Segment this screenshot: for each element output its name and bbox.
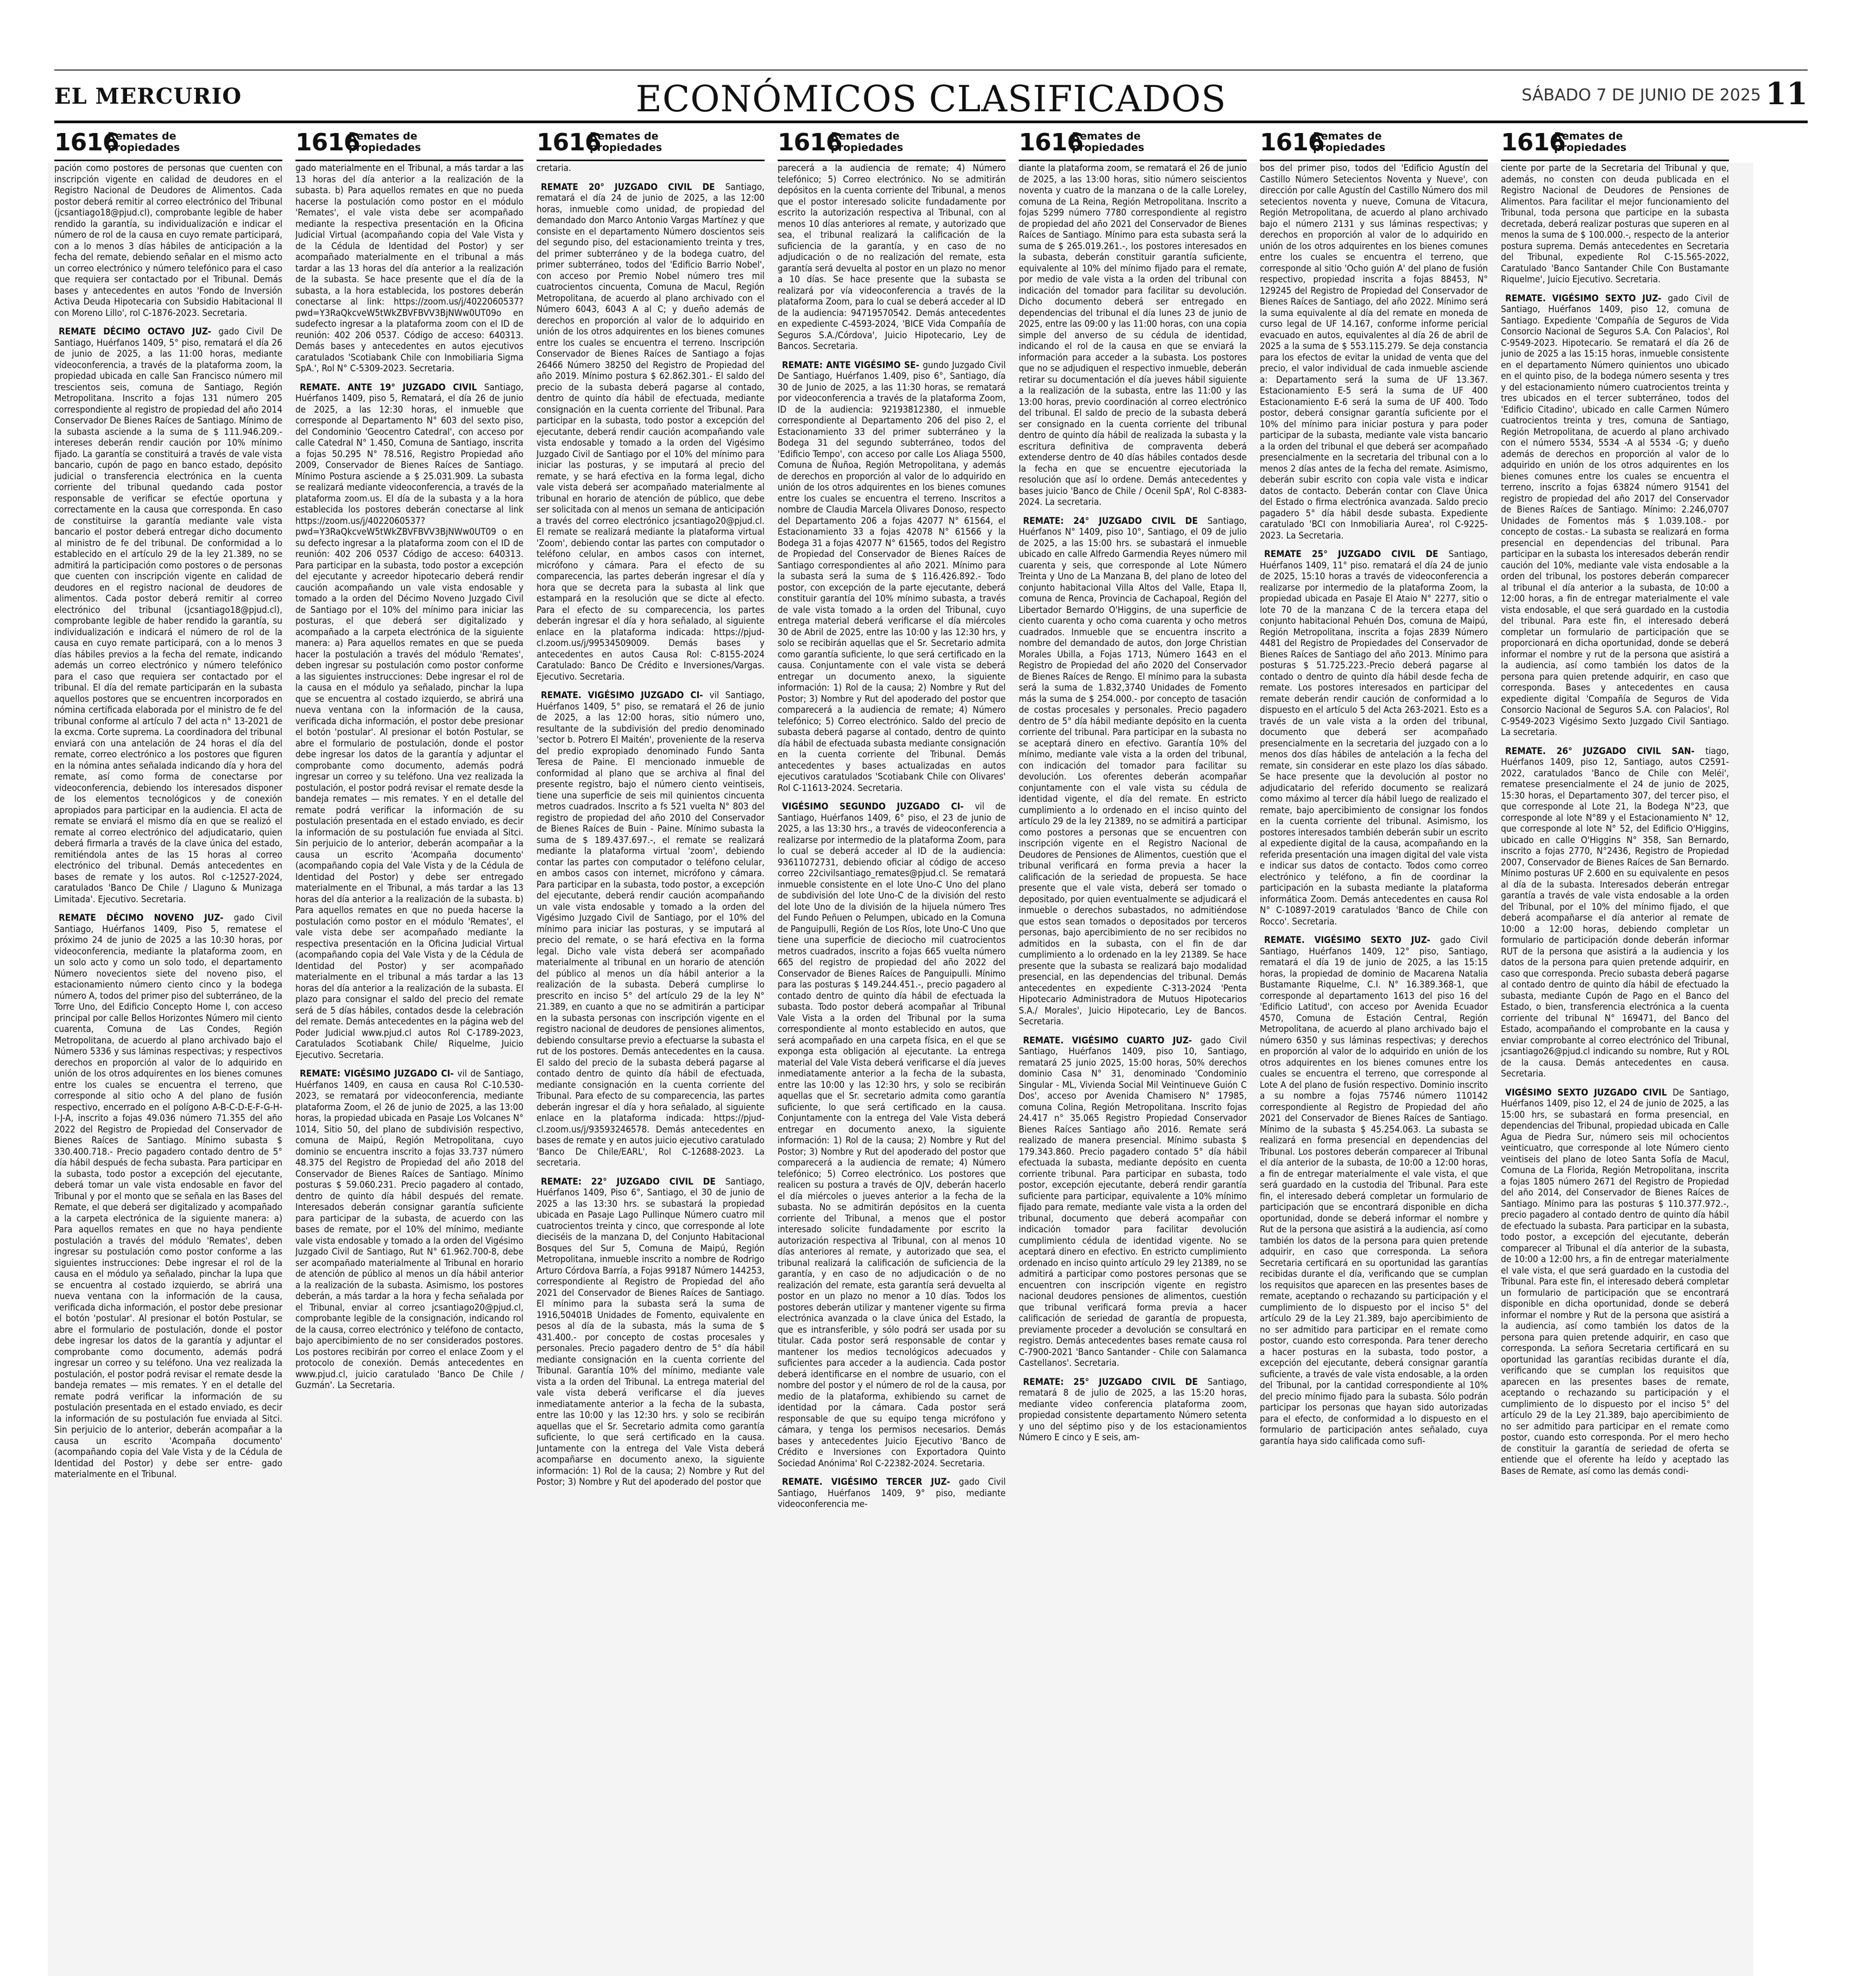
classified-ad — [778, 801, 1006, 1469]
ad-heading: REMATE. VIGÉSIMO TERCER JUZ- — [782, 1477, 959, 1487]
classified-column — [778, 163, 1006, 1976]
category-code: 1616 — [1019, 129, 1083, 156]
ad-body: gado Civil de Santiago, Huérfanos 1409, piso 12, comuna de Santiago. Expediente 'Compañía de Seguros de Vida Consorcio Nacional de Seguros S.A. Con Palacios', Rol C-9549-2023. Hipotecario. Se rematará el día 26 de junio de 2025 a las 15:15 horas, inmueble consistente en el departamento Número quinientos uno ubicado en el quinto piso, de la bodega número sesenta y tres y del estacionamiento número cuatrocientos treinta y tres ubicados en el tercer subterráneo, todos del 'Edificio Citadino', ubicado en calle Carmen Número cuatrocientos treinta y tres, comuna de Santiago, Región Metropolitana, de acuerdo al plano archivado con el número 5534, 5534 -A al 5534 -G; y dueño además de derechos en proporción al valor de lo adquirido en unión de los otros adquirentes en los bienes comunes entre los cuales se encuentra el terreno, inscrito a fojas 63824 número 91541 del registro de propiedad del año 2017 del Conservador de Bienes Raíces de Santiago. Mínimo: 2.246,0707 Unidades de Fomentos más $ 1.039.108.- por concepto de costas.- La subasta se realizará en forma presencial en dependencias del tribunal. Para participar en la subasta los interesados deberán rendir caución del 10%, mediante vale vista endosable a la orden del tribunal, los postores deberán comparecer al tribunal el día anterior a la subasta, de 10:00 a 12:00 horas, a fin de entregar materialmente el vale vista endosable, el que será guardado en la custodia del tribunal. Para este fin, el interesado deberá completar un formulario de participación que se proporcionará en dicha oportunidad, donde se deberá informar el nombre y rut de la persona que asistirá a la audiencia, así como también los datos de la persona para quien pretende adquirir, en caso que corresponda. Bases y antecedentes en causa expediente digital 'Compañía de Seguros de Vida Consorcio Nacional de Seguros S.A. con Palacios', Rol C-9549-2023 Vigésimo Sexto Juzgado Civil Santiago. La secretaria. — [1501, 293, 1729, 738]
ad-body: Santiago, Huérfanos 1409, 11° piso. rematará el día 24 de junio de 2025, 15:10 horas a través de videoconferencia a realizarse por intermedio de la plataforma Zoom, la propiedad ubicada en Pasaje El Ataio N° 2277, sitio o lote 70 de la manzana C de la tercera etapa del conjunto habitacional Pehuén Dos, comuna de Maipú, Región Metropolitana, inscrita a fojas 2839 Número 4481 del Registro de Propiedades del Conservador de Bienes Raíces de Santiago del año 2013. Mínimo para posturas $ 51.725.223.-Precio deberá pagarse al contado o dentro de quinto día hábil desde fecha de remate. Los postores interesados en participar del remate deberán rendir caución de conformidad a lo dispuesto en el artículo 5 del Acta 263-2021. Esto es a través de un vale vista a la orden del tribunal, documento que deberá ser acompañado presencialmente en la secretaria del juzgado con a lo menos dos días hábiles de antelación a la fecha del remate, sin considerar en este plazo los días sábado. Se hace presente que la devolución al postor no adjudicatario del referido documento se realizará como máximo al tercer día hábil luego de realizado el remate, bajo apercibimiento de consignar los fondos en la cuenta corriente del tribunal. Asimismo, los postores interesados también deberán subir un escrito al expediente digital de la causa, acompañando en la referida presentación una imagen digital del vale vista e indicar sus datos de contacto. Todos como correo electrónico y teléfono, a fin de coordinar la participación en la subasta mediante la plataforma informática Zoom. Demás antecedentes en causa Rol N° C-10897-2019 caratulados 'Banco de Chile con Rocco'. Secretaria. — [1260, 549, 1488, 927]
column-header — [1019, 128, 1247, 161]
masthead-rule — [54, 121, 1808, 123]
column-header — [1501, 128, 1729, 161]
classified-ad — [1260, 549, 1488, 927]
category-label: Remates de propiedades — [1554, 130, 1627, 154]
top-rule — [54, 69, 1808, 71]
section-title: ECONÓMICOS CLASIFICADOS — [635, 78, 1227, 120]
ad-body: pación como postores de personas que cuenten con inscripción vigente en calidad de deudores en el Registro Nacional de Deudores de Alimentos. Cada postor deberá remitir al correo electrónico del Tribunal (jcsantiago18@pjud.cl), comprobante legible de haber rendido la garantía, su individualización e indicar el número de rol de la causa en cuyo remate participará, con a lo menos 3 días hábiles de anticipación a la fecha del remate, debiendo señalar en el mismo acto un correo electrónico y número telefónico para el caso que requiera ser contactado por el Tribunal. Demás bases y antecedentes en autos 'Fondo de Inversión Activa Deuda Hipotecaria con Subsidio Habitacional II con Moreno Lillo', rol C-1876-2023. Secretaria. — [54, 163, 282, 319]
column-header — [1260, 128, 1488, 161]
ad-body: Santiago, rematará 8 de julio de 2025, a las 15:20 horas, mediante video conferencia plataforma zoom, propiedad consistente departamento Número setenta y uno del séptimo piso y de los estacionamientos Número E cinco y E seis, am- — [1019, 1376, 1247, 1443]
column-header — [778, 128, 1006, 161]
ad-body: ciente por parte de la Secretaria del Tribunal y que, además, no consten con deuda publicada en el Registro Nacional de Deudores de Pensiones de Alimentos. Para facilitar el mejor funcionamiento del Tribunal, toda persona que participe en la subasta decretada, deberá realizar posturas que superen en al menos la suma de $ 100.000.-, respecto de la anterior postura suprema. Demás antecedentes en Secretaria del Tribunal, expediente Rol C-15.565-2022, Caratulado 'Banco Santander Chile Con Bustamante Riquelme', Juicio Ejecutivo. Secretaria. — [1501, 163, 1729, 285]
header-rule — [1501, 160, 1729, 161]
classified-ad — [536, 1176, 765, 1488]
classified-ad — [1501, 293, 1729, 738]
classified-ad — [54, 913, 282, 1480]
ad-body: Santiago, Huérfanos 1409, piso 5, Rematará, el día 26 de junio de 2025, a las 12:30 horas, el inmueble que corresponde al Departamento N° 603 del sexto piso, del Condominio 'Geocentro Catedral', con acceso por calle Catedral N° 1.450, Comuna de Santiago, inscrita a fojas 50.295 N° 78.516, Registro Propiedad año 2009, Conservador de Bienes Raíces de Santiago. Mínimo Postura asciende a $ 25.031.909. La subasta se realizará mediante videoconferencia, a través de la plataforma zoom.us. El día de la subasta y a la hora establecida los postores deberán conectarse al link https://zoom.us/j/4022060537? pwd=Y3RaQkcveW5tWkZBVFBVV3BjNWw0UT09 o en su defecto ingresar a la plataforma zoom con el ID de reunión: 402 206 0537 Código de acceso: 640313. Para participar en la subasta, todo postor a excepción del ejecutante y acreedor hipotecario deberá rendir caución acompañando un vale vista endosable y tomado a la orden del Décimo Noveno Juzgado Civil de Santiago por el 10% del mínimo para iniciar las posturas, el que deberá ser digitalizado y acompañado a la carpeta electrónica de la siguiente manera: a) Para aquellos remates en que se pueda hacer la postulación a través del módulo 'Remates', deben ingresar su postulación como postor conforme a las siguientes instrucciones: Debe ingresar el rol de la causa en el módulo ya señalado, pinchar la lupa que se encuentra al costado izquierdo, se abrirá una nueva ventana con la información de la causa, verificada dicha información, el postor debe presionar el botón 'postular'. Al presionar el botón Postular, se abre el formulario de postulación, donde el postor debe ingresar los datos de la garantía y adjuntar el comprobante como documento, además podrá ingresar un correo y su teléfono. Una vez realizada la postulación, el postor podrá revisar el remate desde la bandeja remates — mis remates. Y en el detalle del remate podrá verificar la información de su postulación presentada en el estado enviado, es decir la información de su postulación fue enviada al Sitci. Sin perjuicio de lo anterior, deberán acompañar a la causa un escrito 'Acompaña documento' (acompañando copia del Vale Vista y de la Cédula de Identidad del Postor) y debe ser entregado materialmente en el Tribunal, a más tardar a las 13 horas del día anterior a la realización de la subasta. b) Para aquellos remates en que no pueda hacerse la postulación como postor en el módulo 'Remates', el vale vista debe ser acompañado mediante la respectiva presentación en la Oficina Judicial Virtual (acompañando copia del Vale Vista y de la Cédula de Identidad del Postor) y ser acompañado materialmente en el tribunal a más tardar a las 13 horas del día anterior a la realización de la subasta. El plazo para consignar el saldo del precio del remate será de 5 días hábiles, contados desde la celebración del remate. Demás antecedentes en la página web del Poder Judicial www.pjud.cl autos Rol C-1789-2023, Caratulados Scotiabank Chile/ Riquelme, Juicio Ejecutivo. Secretaria. — [295, 382, 523, 1061]
classified-ad — [778, 163, 1006, 352]
classified-ad — [54, 326, 282, 905]
classified-column — [295, 163, 523, 1976]
column-header — [295, 128, 523, 161]
classified-ad — [1019, 1035, 1247, 1369]
ad-body: vil de Santiago, Huérfanos 1409, 6° piso, el 23 de junio de 2025, a las 13:30 hrs., a través de videoconferencia a realizarse por intermedio de la plataforma Zoom, para lo cual se deberá acceder al ID de la audiencia: 93611072731, debiendo oficiar al código de acceso correo 22civilsantiago_remates@pjud.cl. Se rematará inmueble consistente en el lote Uno-C Uno del plano de subdivisión del lote Uno-C de la división del resto del lote Uno de la división de la hijuela número Tres del Fundo Peñuen o Pelumpen, ubicado en la Comuna de Panguipulli, Región de Los Ríos, lote Uno-C Uno que tiene una superficie de dieciocho mil cuatrocientos metros cuadrados, inscrito a fojas 665 vuelta número 665 del registro de propiedad del año 2022 del Conservador de Bienes Raíces de Panguipulli. Mínimo para las posturas $ 149.244.451.-, precio pagadero al contado dentro de quinto día hábil de efectuada la subasta. Todo postor deberá acompañar al Tribunal Vale Vista a la orden del Tribunal por la suma correspondiente al monto establecido en autos, que será acompañado en una carpeta física, en el que se exponga esta obligación al ejecutante. La entrega material del Vale Vista deberá verificarse el día jueves inmediatamente anterior a la fecha de la subasta, entre las 10:00 y las 12:30 hrs, y solo se recibirán aquellas que el Sr. secretario admita como garantía suficiente, lo que será certificado en la causa. Conjuntamente con la entrega del Vale Vista deberá entregar en documento anexo, la siguiente información: 1) Rol de la causa; 2) Nombre y Rut del Postor; 3) Nombre y Rut del apoderado del postor que comparecerá a la audiencia de remate; 4) Número telefónico; 5) Correo electrónico. Los postores que realicen su postura a través de OJV, deberán hacerlo el día miércoles o jueves anterior a la fecha de la subasta. No se admitirán depósitos en la cuenta corriente del Tribunal, a menos que el postor interesado solicite fundadamente por escrito la autorización respectiva al Tribunal, con al menos 10 días anteriores al remate, y autorizado que sea, el tribunal realizará la calificación de suficiencia de la garantía, y en caso de no adjudicación o de no realización del remate, esta garantía será devuelta al postor en un plazo no menor a 10 días. Todos los postores deberán utilizar y mantener vigente su firma electrónica avanzada o la clave única del Estado, la que es intransferible, y sólo podrá ser usada por su titular. Cada postor será responsable de contar y mantener los medios tecnológicos adecuados y suficientes para acceder a la audiencia. Cada postor deberá identificarse en el nombre de usuario, con el nombre del postor y el número de rol de la causa, por medio de la plataforma, exhibiendo su carnet de identidad por la cámara. Cada postor será responsable de que su equipo tenga micrófono y cámara, y tenga los permisos necesarios. Demás bases y antecedentes Juicio Ejecutivo 'Banco de Crédito e Inversiones con Exportadora Quinto Sociedad Anónima' Rol C-22382-2024. Secretaria. — [778, 801, 1006, 1469]
category-label: Remates de propiedades — [831, 130, 904, 154]
ad-body: parecerá a la audiencia de remate; 4) Número telefónico; 5) Correo electrónico. No se admitirán depósitos en la cuenta corriente del Tribunal, a menos que el postor interesado solicite fundadamente por escrito la autorización respectiva al Tribunal, con al menos 10 días anteriores al remate, y autorizado que sea, el tribunal realizará la calificación de la suficiencia de la garantía, y en caso de no adjudicación o de no realización del remate, esta garantía será devuelta al postor en un plazo no menor a 10 días. Se hace presente que la subasta se realizará por vía videoconferencia a través de la plataforma Zoom, para lo cual se deberá acceder al ID de la audiencia: 94719570542. Demás antecedentes en expediente C-4593-2024, 'BICE Vida Compañía de Seguros S.A./Córdova', Juicio Hipotecario, Ley de Bancos. Secretaria. — [778, 163, 1006, 352]
ad-body: gado Civil Santiago, Huérfanos 1409, 9° piso, mediante videoconferencia me- — [778, 1477, 1006, 1510]
ad-heading: VIGÉSIMO SEXTO JUZGADO CIVIL — [1505, 1087, 1673, 1098]
classified-ad — [778, 1477, 1006, 1510]
classified-column — [1019, 163, 1247, 1976]
category-label: Remates de propiedades — [108, 130, 180, 154]
ad-body: bos del primer piso, todos del 'Edificio Agustín del Castillo Número Setecientos Noventa y Nueve', con dirección por calle Agustín del Castillo Número dos mil setecientos noventa y nueve, Comuna de Vitacura, Región Metropolitana, de acuerdo al plano archivado bajo el número 2131 y sus láminas respectivas; y derechos en proporción al valor de lo adquirido en unión de los otros adquirentes en los bienes comunes entre los cuales se encuentra el terreno, que corresponde al sitio 'Ocho guión A' del plano de fusión respectivo, propiedad inscrita a fojas 88453, N° 129245 del Registro de Propiedad del Conservador de Bienes Raíces de Santiago, del año 2022. Mínimo será la suma equivalente al día del remate en moneda de curso legal de UF 14.167, conforme informe pericial evacuado en autos, equivalentes al día 26 de abril de 2025 a la suma de $ 553.115.279. Se deja constancia para los efectos de evitar la unidad de venta que del precio, el valor individual de cada inmueble asciende a: Departamento será la suma de UF 13.367. Estacionamiento E-5 será la suma de UF 400 Estacionamiento E-6 será la suma de UF 400. Todo postor, deberá consignar garantía suficiente por el 10% del mínimo para iniciar postura y para poder participar de la subasta, mediante vale vista bancario a la orden del tribunal el que deberá ser acompañado presencialmente en la secretaria del tribunal con a lo menos 2 días antes de la fecha del remate. Asimismo, deberán subir escrito con copia vale vista e indicar datos de contacto. Deberán contar con Clave Única del Estado o firma electrónica avanzada. Saldo precio pagadero 5° día hábil desde subasta. Expediente caratulado 'BCI con Inmobiliaria Aurea', rol C-9225-2023. La Secretaria. — [1260, 163, 1488, 541]
ad-heading: VIGÉSIMO SEGUNDO JUZGADO CI- — [782, 801, 975, 812]
category-label: Remates de propiedades — [349, 130, 421, 154]
ad-body: De Santiago, Huérfanos 1409, piso 12, el 24 de junio de 2025, a las 15:00 hrs, se subastará en forma presencial, en dependencias del Tribunal, propiedad ubicada en Calle Agua de Piedra Sur, número seis mil ochocientos veinticuatro, que corresponde al lote Número ciento veintiseis del plano de loteo Santa Sofía de Macul, Comuna de La Florida, Región Metropolitana, inscrita a fojas 1805 número 2671 del Registro de Propiedad del año 2014, del Conservador de Bienes Raíces de Santiago. Mínimo para las posturas $ 110.377.972.-, precio pagadero al contado dentro de quinto día hábil de efectuado la subasta. Para participar en la subasta, todo postor, a excepción del ejecutante, deberán comparecer al Tribunal el día anterior de la subasta, de 10:00 a 12:00 hrs, a fin de entregar materialmente el vale vista, el que será guardado en la custodia del Tribunal. Para este fin, el interesado deberá completar un formulario de participación que se encontrará disponible en dicha oportunidad, donde se deberá informar el nombre y Rut de la persona que asistirá a la audiencia, así como también los datos de la persona para quien pretende adquirir, en caso que corresponda. La señora Secretaria certificará en su oportunidad las garantías recibidas durante el día, verificando que se cumplan los requisitos que aparecen en las presentes bases de remate, aceptando o rechazando su participación y el cumplimiento de lo dispuesto por el inciso 5° del artículo 29 de la Ley 21.389, bajo apercibimiento de no ser admitido para participar en el remate como postor, cuando esto corresponda. Por el mero hecho de constituir la garantía de seriedad de oferta se entiende que el oferente ha leído y aceptado las Bases de Remate, así como las demás condi- — [1501, 1087, 1729, 1477]
category-code: 1616 — [1501, 129, 1566, 156]
ad-body: cretaria. — [536, 163, 571, 174]
classified-ad — [295, 163, 523, 375]
ad-heading: REMATE. 26° JUZGADO CIVIL SAN- — [1505, 745, 1706, 757]
ad-heading: REMATE: 25° JUZGADO CIVIL DE — [1023, 1376, 1208, 1388]
classified-ad — [1019, 163, 1247, 508]
ad-body: gundo Juzgado Civil De Santiago, Huérfanos 1.409, piso 6°, Santiago, día 30 de Junio de 2025, a las 11:30 horas, se rematará por videoconferencia a través de la plataforma Zoom, ID de la audiencia: 92193812380, el inmueble correspondiente al Departamento 206 del piso 2, el Estacionamiento 33 del primer subterráneo y la Bodega 31 del segundo subterráneo, todos del 'Edificio Tempo', con acceso por calle Los Aliaga 5500, Comuna de Ñuñoa, Región Metropolitana, y además de derechos en proporción al valor de lo adquirido en unión de los otros adquirentes en los bienes comunes entre los cuales se encuentra el terreno. Inscritos a nombre de Claudia Marcela Olivares Donoso, respecto del Departamento 206 a fojas 42077 N° 61564, el Estacionamiento 33 a fojas 42078 N° 61566 y la Bodega 31 a fojas 42077 N° 61565, todos del Registro de Propiedad del Conservador de Bienes Raíces de Santiago correspondientes al año 2021. Mínimo para la subasta será la suma de $ 116.426.892.- Todo postor, con excepción de la parte ejecutante, deberá constituir garantía del 10% mínimo subasta, a través de vale vista tomado a la orden del Tribunal, cuyo entrega material deberá verificarse el día miércoles 30 de Abril de 2025, entre las 10:00 y las 12:30 hrs, y solo se recibirán aquellas que el Sr. Secretario admita como garantía suficiente, lo que será certificado en la causa. Conjuntamente con el vale vista se deberá entregar un documento anexo, la siguiente información: 1) Rol de la causa; 2) Nombre y Rut del Postor; 3) Nombre y Rut del apoderado del postor que comparecerá a la audiencia de remate; 4) Número telefónico; 5) Correo electrónico. Saldo del precio de subasta deberá pagarse al contado, dentro de quinto día hábil de efectuada subasta mediante consignación en la cuenta corriente del Tribunal. Demás antecedentes y bases actualizadas en autos ejecutivos caratulados 'Scotiabank Chile con Olivares' Rol C-11613-2024. Secretaria. — [778, 359, 1006, 794]
ad-heading: REMATE: ANTE VIGÉSIMO SE- — [782, 359, 923, 371]
header-rule — [1260, 160, 1488, 161]
ad-body: Santiago, Huérfanos 1409, Piso 6°, Santiago, el 30 de junio de 2025 a las 13:30 hrs. se subastará la propiedad ubicada en Pasaje Lago Pullinque Número cuatro mil cuatrocientos treinta y cinco, que corresponde al lote dieciséis de la manzana D, del Conjunto Habitacional Bosques del Sur 5, Comuna de Maipú, Región Metropolitana, inmueble inscrito a nombre de Rodrigo Arturo Córdova Barría, a Fojas 99187 Número 144253, correspondiente al Registro de Propiedad del año 2021 del Conservador de Bienes Raíces de Santiago. El mínimo para la subasta será la suma de 1916,50401B Unidades de Fomento, equivalente en pesos al día de la subasta, más la suma de $ 431.400.- por concepto de costas procesales y personales. Precio pagadero dentro de 5° día hábil mediante consignación en la cuenta corriente del Tribunal. Garantía 10% del mínimo, mediante vale vista a la orden del Tribunal. La entrega material del vale vista deberá verificarse el día jueves inmediatamente anterior a la fecha de la subasta, entre las 10:00 y las 12:30 hrs. y solo se recibirán aquellas que el Sr. Secretario admita como garantía suficiente, lo que será certificado en la causa. Juntamente con la entrega del Vale Vista deberá acompañarse en documento anexo, la siguiente información: 1) Rol de la causa; 2) Nombre y Rut del Postor; 3) Nombre y Rut del apoderado del postor que — [536, 1176, 765, 1487]
classified-ad — [1019, 516, 1247, 1028]
ad-heading: REMATE. ANTE 19° JUZGADO CIVIL — [300, 382, 484, 393]
category-code: 1616 — [1260, 129, 1324, 156]
ad-heading: REMATE 20° JUZGADO CIVIL DE — [541, 181, 725, 193]
classified-ad — [1019, 1377, 1247, 1443]
ad-heading: REMATE: VIGÉSIMO JUZGADO CI- — [300, 1068, 458, 1079]
ad-body: gado materialmente en el Tribunal, a más tardar a las 13 horas del día anterior a la realización de la subasta. b) Para aquellos remates en que no pueda hacerse la postulación como postor en el módulo 'Remates', el vale vista debe ser acompañado mediante la respectiva presentación en la Oficina Judicial Virtual (acompañando copia del Vale Vista y de la Cédula de Identidad del Postor) y ser acompañado materialmente en el tribunal a más tardar a las 13 horas del día anterior a la realización de la subasta. Se hace presente que el día de la subasta, a la hora establecida, los postores deberán conectarse al link: https://zoom.us/j/4022060537? pwd=Y3RaQkcveW5tWkZBVFBVV3BjNWw0UT09o en sudefecto ingresar a la plataforma zoom con el ID de reunión: 402 206 0537. Código de acceso: 640313. Demás bases y antecedentes en autos ejecutivos caratulados 'Scotiabank Chile con Inmobiliaria Sigma SpA.', Rol N° C-5309-2023. Secretaria. — [295, 163, 523, 374]
classified-ad — [295, 1068, 523, 1391]
column-headers — [54, 128, 1762, 161]
ad-heading: REMATE DÉCIMO NOVENO JUZ- — [59, 913, 234, 923]
ad-body: diante la plataforma zoom, se rematará el 26 de junio de 2025, a las 13:00 horas, sitio número seiscientos noventa y cuatro de la manzana o de la calle Loreley, comuna de La Reina, Región Metropolitana. Inscrito a fojas 5299 número 7780 correspondiente al registro de propiedad del año 2021 del Conservador de Bienes Raíces de Santiago. Mínimo para esta subasta será la suma de $ 265.019.261.-, los postores interesados en la subasta, deberán constituir garantía suficiente, equivalente al 10% del mínimo fijado para el remate, por medio de vale vista a la orden del tribunal con indicación del tomador para facilitar su devolución. Dicho documento deberá ser entregado en dependencias del tribunal el día lunes 23 de junio de 2025, entre las 09:00 y las 11:00 horas, con una copia simple del anverso de su cédula de identidad, indicando el rol de la causa en que se enviará la información para acceder a la subasta. Los postores que no se adjudiquen el respectivo inmueble, deberán retirar su documentación el día jueves hábil siguiente a la realización de la subasta, entre las 11:00 y las 13:00 horas, previo coordinación al correo electrónico del tribunal. El saldo de precio de la subasta deberá ser consignado en la cuenta corriente del tribunal dentro de quinto día hábil de realizada la subasta y la escritura definitiva de compraventa deberá extenderse dentro de 40 días hábiles contados desde la fecha en que se encuentre ejecutoriada la resolución que así lo ordene. Demás antecedentes y bases juicio 'Banco de Chile / Ocenil SpA', Rol C-8383-2024. La secretaria. — [1019, 163, 1247, 508]
ad-heading: REMATE 25° JUZGADO CIVIL DE — [1264, 549, 1449, 560]
classified-column — [54, 163, 282, 1976]
ad-body: Santiago, rematará el día 24 de junio de 2025, a las 12:00 horas, inmueble como unidad, de propiedad del demandado don Marco Antonio Vargas Martínez y que consiste en el departamento Número doscientos seis del segundo piso, del estacionamiento treinta y tres, del primer subterráneo y de la bodega cuatro, del primer subterráneo, todos del 'Edificio Barrio Nobel', con acceso por Premio Nobel número tres mil cuatrocientos cincuenta, Comuna de Macul, Región Metropolitana, de acuerdo al plano archivado con el Número 6043, 6043 A al C; y dueño además de derechos en proporción al valor de lo adquirido en unión de los otros adquirentes en los bienes comunes entre los cuales se encuentra el terreno. Inscripción Conservador de Bienes Raíces de Santiago a fojas 26466 Número 38250 del Registro de Propiedad del año 2019. Mínimo postura $ 62.862.301.- El saldo del precio de la subasta deberá pagarse al contado, dentro de quinto día hábil de efectuada, mediante consignación en la cuenta corriente del Tribunal. Para participar en la subasta, todo postor a excepción del ejecutante, deberá rendir caución acompañando vale vista endosable y tomado a la orden del Vigésimo Juzgado Civil de Santiago por el 10% del mínimo para iniciar las posturas, y se imputará al precio del remate, y se hará efectiva en la forma legal, dicho vale vista deberá ser acompañado materialmente al tribunal en horario de atención de público, que debe ser solicitada con al menos un semana de anticipación a través del correo electrónico jcsantiago20@pjud.cl. El remate se realizará mediante la plataforma virtual 'Zoom', debiendo contar las partes con computador o teléfono celular, en ambos casos con internet, micrófono y cámara. Para el efecto de su comparecencia, las partes deberán ingresar el día y hora que se decreta para la subasta al link que estampará en la resolución que se dicte al efecto. Para el efecto de su comparecencia, los partes deberán ingresar el día y hora señalado, al siguiente enlace en la plataforma indicada: https://pjud-cl.zoom.us/j/99534509009. Demás bases y antecedentes en autos Causa Rol: C-8155-2024 Caratulado: Banco De Crédito e Inversiones/Vargas. Ejecutivo. Secretaria. — [536, 181, 765, 682]
ad-body: gado Civil Santiago, Huérfanos 1409, piso 10, Santiago, rematará 25 junio 2025, 15:00 horas, 50% derechos dominio Casa N° 31, denominado 'Condominio Singular - ML, Vivienda Social Mil Veintinueve Guión C Dos', acceso por Avenida Chamisero N° 17985, comuna Colina, Región Metropolitana. Inscrito fojas 24.417 n° 35.065 Registro Propiedad Conservador Bienes Raíces Santiago año 2016. Remate será realizado de manera presencial. Mínimo subasta $ 179.343.860. Precio pagadero contado 5° día hábil efectuada la subasta, mediante depósito en cuenta corriente tribunal. Para participar en subasta, todo postor, excepción ejecutante, deberá rendir garantía suficiente para participar, equivalente a 10% mínimo fijado para remate, mediante vale vista a la orden del tribunal, documento que deberá acompañar con indicación tomador para facilitar devolución cumplimiento cédula de identidad vigente. No se aceptará dinero en efectivo. En estricto cumplimiento ordenado en inciso quinto artículo 29 ley 21389, no se admitirá a participar como postores personas que se encuentren con inscripción vigente en registro nacional deudores pensiones de alimentos, cuestión que tribunal verificará forma previa a hacer calificación de seriedad de garantía de propuesta, previamente proceder a devolución se consultará en registro. Demás antecedentes bases remate causa rol C-7900-2021 'Banco Santander - Chile con Salamanca Castellanos'. Secretaria. — [1019, 1035, 1247, 1369]
category-label: Remates de propiedades — [590, 130, 662, 154]
category-code: 1616 — [295, 129, 360, 156]
ad-body: Santiago, Huérfanos N° 1409, piso 10°, Santiago, el 09 de julio de 2025, a las 15:00 hrs. se subastará el inmueble ubicado en calle Alfredo Garmendia Reyes número mil cuarenta y seis, que corresponde al Lote Número Treinta y Uno de La Manzana B, del plano de loteo del conjunto habitacional Villa Altos del Valle, Etapa II, comuna de Renca, Provincia de Cachapoal, Región del Libertador Bernardo O'Higgins, de una superficie de ciento cuarenta y ocho coma cuarenta y ocho metros cuadrados. Inmueble que se encuentra inscrito a nombre del demandado de autos, don Jorge Christian Morales Ubilla, a Fojas 1713, Número 1643 en el Registro de Propiedad del año 2020 del Conservador de Bienes Raíces de Rengo. El mínimo para la subasta será la suma de 1.832,3740 Unidades de Fomento más la suma de $ 254.000.- por concepto de tasación de costas procesales y personales. Precio pagadero dentro de 5° día hábil mediante depósito en la cuenta corriente del tribunal. Para participar en la subasta no se aceptará dinero en efectivo. Garantía 10% del mínimo, mediante vale vista a la orden del tribunal, con indicación del tomador para facilitar su devolución. Los oferentes deberán acompañar conjuntamente con el vale vista su cédula de identidad vigente, el día del remate. En estricto cumplimiento a lo ordenado en el inciso quinto del artículo 29 de la ley 21389, no se admitirá a participar como postores a personas que se encuentren con inscripción vigente en el Registro Nacional de Deudores de Pensiones de Alimentos, cuestión que el tribunal verificará en forma previa a hacer la calificación de la seriedad de propuesta. Se hace presente que el vale vista, deberá ser tomado o depositado, por quien eventualmente se adjudicará el inmueble o derechos subastados, no admitiéndose que estos sean tomados o depositados por terceros personas, bajo apercibimiento de no ser recibidos no admitidos en la subasta, con el fin de dar cumplimiento a lo ordenado en la ley 21389. Se hace presente que la subasta se realizará bajo modalidad presencial, en las dependencias del tribunal. Demás antecedentes en expediente C-313-2024 'Penta Hipotecario Administradora de Mutuos Hipotecarios S.A./ Morales', Juicio Hipotecario, Ley de Bancos. Secretaria. — [1019, 515, 1247, 1027]
category-code: 1616 — [536, 129, 601, 156]
ad-body: vil de Santiago, Huérfanos 1409, en causa en causa Rol C-10.530-2023, se rematará por videoconferencia, mediante plataforma Zoom, el 26 de junio de 2025, a las 13:00 horas, la propiedad ubicada en Pasaje Los Volcanes N° 1014, Sitio 50, del plano de subdivisión respectivo, comuna de Maipú, Región Metropolitana, cuyo dominio se encuentra inscrito a fojas 33.737 número 48.375 del Registro de Propiedad del año 2018 del Conservador de Bienes Raíces de Santiago. Mínimo posturas $ 59.060.231. Precio pagadero al contado, dentro de quinto día hábil después del remate. Interesados deberán consignar garantía suficiente para participar de la subasta, de acuerdo con las bases de remate, por el 10% del mínimo, mediante vale vista endosable y tomado a la orden del Vigésimo Juzgado Civil de Santiago, Rut N° 61.962.700-8, debe ser acompañado materialmente al Tribunal en horario de atención de público al menos un día hábil anterior a la realización de la subasta. Asimismo, los postores deberán, a más tardar a la hora y fecha señalada por el Tribunal, enviar al correo jcsantiago20@pjud.cl, comprobante legible de la consignación, indicando rol de la causa, correo electrónico y teléfono de contacto, bajo apercibimiento de no ser considerados postores. Los postores recibirán por correo el enlace Zoom y el protocolo de conexión. Demás antecedentes en www.pjud.cl, juicio caratulado 'Banco De Chile / Guzmán'. La Secretaria. — [295, 1068, 523, 1391]
classified-ad — [778, 360, 1006, 794]
ad-heading: REMATE. VIGÉSIMO CUARTO JUZ- — [1023, 1035, 1201, 1046]
classified-ad — [536, 690, 765, 1169]
ad-body: gado Civil De Santiago, Huérfanos 1409, 5° piso, rematará el día 26 de junio de 2025, a las 11:00 horas, mediante videoconferencia, a través de la plataforma zoom, la propiedad ubicada en calle San Francisco número mil trescientos seis, comuna de Santiago, Región Metropolitana. Inscrito a fojas 131 número 205 correspondiente al registro de propiedad del año 2014 Conservador De Bienes Raíces de Santiago. Mínimo de la subasta asciende a la suma de $ 111.946.209.- intereses deberán rendir caución por 10% mínimo fijado. La garantía se constituirá a través de vale vista bancario, cupón de pago en banco estado, depósito judicial o transferencia electrónica en la cuenta corriente del tribunal quedando cada postor responsable de verificar se efectúe oportuna y correctamente en la causa que corresponda. En caso de constituirse la garantía mediante vale vista bancario el postor deberá entregar dicho documento al ministro de fe del tribunal. De conformidad a lo establecido en el artículo 29 de la ley 21.389, no se admitirá la participación como postores o de personas que cuenten con inscripción vigente en calidad de deudores en el registro nacional de deudores de alimentos. Cada postor deberá remitir al correo electrónico del tribunal (jcsantiago18@pjud.cl), comprobante legible de haber rendido la garantía, su individualización e indicará el número de rol de la causa en cuyo remate participará, con a lo menos 3 días hábiles previos a la fecha del remate, indicando además un correo electrónico y número telefónico para el caso que requiera ser contactado por el tribunal. El día del remate participarán en la subasta aquellos postores que se encuentren incorporados en nómina certificada elaborada por el ministro de fe del tribunal conforme al artículo 7 del acta n° 13-2021 de la excma. Corte suprema. La coordinadora del tribunal enviará con una antelación de 24 horas el día del remate, correo electrónico a los postores que figuren en la nómina antes señalada indicando día y hora del remate, así como forma de conectarse por videoconferencia, debiendo los interesados disponer de los elementos tecnológicos y de conexión apropiados para participar en la audiencia. El acta de remate se enviará el mismo día en que se realizó el remate al correo electrónico del adjudicatario, quien deberá firmarla a través de la clave única del estado, remitiéndola antes de las 15 horas al correo electrónico del tribunal. Demás antecedentes en bases de remate y los autos. Rol c-12527-2024, caratulados 'Banco De Chile / Llaguno & Munizaga Limitada'. Ejecutivo. Secretaria. — [54, 326, 282, 905]
classified-ad — [1501, 163, 1729, 286]
ad-body: gado Civil Santiago, Huérfanos 1409, Piso 5, rematese el próximo 24 de junio de 2025 a las 10:30 horas, por videoconferencia, mediante la plataforma zoom, en un solo acto y como un solo todo, el departamento Número novecientos siete del noveno piso, el estacionamiento número ciento cinco y la bodega número A, todos del primer piso del subterráneo, de la Torre Uno, del Edificio Concepto Home I, con acceso principal por calle Bellos Horizontes Número mil ciento cuarenta, Comuna de Las Condes, Región Metropolitana, de acuerdo al plano archivado bajo el Número 5336 y sus láminas respectivas; y respectivos derechos en proporción al valor de lo adquirido en unión de los otros adquirentes en los bienes comunes entre los cuales se encuentra el terreno, que corresponde al sitio ocho A del plano de fusión respectivo, encerrado en el polígono A-B-C-D-E-F-G-H-I-J-A, inscrito a fojas 49.036 número 71.355 del año 2022 del Registro de Propiedad del Conservador de Bienes Raíces de Santiago. Mínimo subasta $ 330.400.718.- Precio pagadero contado dentro de 5° día hábil después de fecha subasta. Para participar en la subasta, todo postor a excepción del ejecutante, deberá tomar un vale vista endosable en favor del Tribunal y por el monto que se señala en las Bases del Remate, el que deberá ser digitalizado y acompañado a la carpeta electrónica de la siguiente manera: a) Para aquellos remates en que no haya pendiente postulación a través del módulo 'Remates', deben ingresar su postulación como postor conforme a las siguientes instrucciones: Debe ingresar el rol de la causa en el módulo ya señalado, pinchar la lupa que se encuentra al costado izquierdo, se abrirá una nueva ventana con la información de la causa, verificada dicha información, el postor debe presionar el botón 'postular'. Al presionar el botón Postular, se abre el formulario de postulación, donde el postor debe ingresar los datos de la garantía y adjuntar el comprobante como documento, además podrá ingresar un correo y su teléfono. Una vez realizada la postulación, el postor podrá revisar el remate desde la bandeja remates — mis remates. Y en el detalle del remate podrá verificar la información de su postulación presentada en el estado enviado, es decir la información de su postulación fue enviada al Sitci. Sin perjuicio de lo anterior, deberán acompañar a la causa un escrito 'Acompaña documento' (acompañando copia del Vale Vista y de la Cédula de Identidad del Postor) y debe ser entre- gado materialmente en el Tribunal. — [54, 913, 282, 1480]
category-label: Remates de propiedades — [1313, 130, 1386, 154]
ad-heading: REMATE. VIGÉSIMO SEXTO JUZ- — [1505, 293, 1668, 304]
classified-ad — [1260, 163, 1488, 541]
header-rule — [54, 160, 282, 161]
classified-ad — [1260, 935, 1488, 1447]
ad-body: vil Santiago, Huérfanos 1409, 5° piso, se rematará el 26 de junio de 2025, a las 12:00 horas, sitio número uno, resultante de la subdivisión del predio denominado 'sector b. Potrero El Maitén', proveniente de la reserva del predio expropiado denominado Fundo Santa Teresa de Paine. El mencionado inmueble de conformidad al plano que se archiva al final del presente registro, bajo el número ciento veintiseis, tiene una superficie de seis mil quinientos cincuenta metros cuadrados. Inscrito a fs 521 vuelta N° 803 del registro de propiedad del año 2010 del Conservador de Bienes Raíces de Buin - Paine. Mínimo subasta la suma de $ 189.437.697.-, el remate se realizará mediante la plataforma virtual 'zoom', debiendo contar las partes con computador o teléfono celular, en ambos casos con internet, micrófono y cámara. Para participar en la subasta, todo postor, a excepción del ejecutante, deberá rendir caución acompañando un vale vista endosable y tomado a la orden del Vigésimo Juzgado Civil de Santiago, por el 10% del mínimo para iniciar las posturas, y se imputará al precio del remate, o se hará efectiva en la forma legal. Dicho vale vista deberá ser acompañado materialmente al tribunal en un horario de atención del público al menos un día hábil anterior a la realización de la subasta. Deberá cumplirse lo prescrito en inciso 5° del artículo 29 de la ley N° 21.389, en cuanto a que no se admitirán a participar en la subasta personas con inscripción vigente en el registro nacional de deudores de pensiones alimentos, debiendo consultarse previo a efectuarse la subasta el rut de los postores. Demás antecedentes en la causa. El saldo del precio de la subasta deberá pagarse al contado dentro de quinto día hábil de efectuada, mediante consignación en la cuenta corriente del Tribunal. Para efecto de su comparecencia, las partes deberán ingresar el día y hora señalado, al siguiente enlace en la plataforma indicada: https://pjud-cl.zoom.us/j/93593246578. Demás antecedentes en bases de remate y en autos juicio ejecutivo caratulado 'Banco De Chile/EARL', Rol C-12688-2023. La secretaria. — [536, 690, 765, 1168]
issue-date: SÁBADO 7 DE JUNIO DE 2025 — [1522, 86, 1761, 105]
ad-heading: REMATE. VIGÉSIMO JUZGADO CI- — [541, 690, 710, 701]
classified-column — [1501, 163, 1729, 1976]
category-code: 1616 — [54, 129, 119, 156]
masthead — [54, 76, 1808, 120]
classified-ad — [536, 163, 765, 174]
header-rule — [536, 160, 765, 161]
classified-ad — [54, 163, 282, 319]
newspaper-name: EL MERCURIO — [54, 84, 242, 109]
category-code: 1616 — [778, 129, 842, 156]
classified-ad — [536, 182, 765, 683]
header-rule — [1019, 160, 1247, 161]
classified-ad — [1501, 746, 1729, 1080]
ad-heading: REMATE DÉCIMO OCTAVO JUZ- — [59, 326, 219, 337]
category-label: Remates de propiedades — [1072, 130, 1145, 154]
column-header — [54, 128, 282, 161]
classified-ad — [1501, 1087, 1729, 1477]
ad-heading: REMATE. VIGÉSIMO SEXTO JUZ- — [1264, 935, 1440, 946]
ad-heading: REMATE: 24° JUZGADO CIVIL DE — [1023, 515, 1208, 527]
ad-body: gado Civil Santiago, Huérfanos 1409, 12° piso, Santiago, rematará el día 19 de junio de 2025, a las 15:15 horas, la propiedad de dominio de Macarena Natalia Bustamante Riquelme, C.I. N° 16.389.368-1, que corresponde al departamento 1613 del piso 16 del 'Edificio Latitud', con acceso por Avenida Ecuador 4570, Comuna de Estación Central, Región Metropolitana, de acuerdo al plano archivado bajo el número 6350 y sus láminas respectivas; y derechos en proporción al valor de lo adquirido en unión de los otros adquirentes en los bienes comunes entre los cuales se encuentra el terreno, que corresponde al Lote A del plano de fusión respectivo. Dominio inscrito a su nombre a fojas 75746 número 110142 correspondiente al Registro de Propiedad del año 2021 del Conservador de Bienes Raíces de Santiago. Mínimo de la subasta $ 45.254.063. La subasta se realizará en forma presencial en dependencias del Tribunal. Los postores deberán comparecer al Tribunal el día anterior de la subasta, de 10:00 a 12:00 horas, a fin de entregar materialmente el vale vista, el que será guardado en la custodia del Tribunal. Para este fin, el interesado deberá completar un formulario de participación que se encontrará disponible en dicha oportunidad, donde se deberá informar el nombre y Rut de la persona que asistirá a la audiencia, así como también los datos de la persona para quien pretende adquirir, en caso que corresponda. La señora Secretaria certificará en su oportunidad las garantías recibidas durante el día, verificando que se cumplan los requisitos que aparecen en las presentes bases de remate, aceptando o rechazando su participación y el cumplimiento de lo dispuesto por el inciso 5° del artículo 29 de la Ley 21.389, bajo apercibimiento de no ser admitido para participar en el remate como postor, cuando esto corresponda. Para tener derecho a hacer posturas en la subasta, todo postor, a excepción del ejecutante, deberá consignar garantía suficiente, a través de vale vista endosable, a la orden del Tribunal, por la cantidad correspondiente al 10% del precio mínimo fijado para la subasta. Sólo podrán participar los personas que hayan sido autorizadas para el efecto, de conformidad a lo dispuesto en el formulario de participación antes señalado, cuya garantía haya sido calificada como sufi- — [1260, 935, 1488, 1447]
classified-ad — [295, 382, 523, 1061]
column-header — [536, 128, 765, 161]
classified-column — [536, 163, 765, 1976]
page-number: 11 — [1765, 76, 1808, 112]
header-rule — [295, 160, 523, 161]
header-rule — [778, 160, 1006, 161]
ad-body: tiago, Huérfanos 1409, piso 12, Santiago, autos C2591-2022, caratulados 'Banco de Chile con Meléi', rematese presencialmente el 24 de junio de 2025, 15:30 horas, el Departamento 307, del tercer piso, el que corresponde al Lote 21, la Bodega N°23, que corresponde al lote N°89 y el Estacionamiento N° 12, que corresponde al lote N° 52, del Edificio O'Higgins, ubicado en calle O'Higgins N° 358, San Bernardo, inscrito a fojas 2770, N°2436, Registro de Propiedad 2007, Conservador de Bienes Raíces de San Bernardo. Mínimo posturas UF 2.600 en su equivalente en pesos al día de la subasta. Interesados deberán entregar garantía a través de vale vista endosable a la orden del Tribunal, por el 10% del mínimo fijado, el que deberá acompañarse el día anterior al remate de 10:00 a 12:00 horas, debiendo completar un formulario de participación donde deberán informar RUT de la persona que asistirá a la audiencia y los datos de la persona para quien pretende adquirir, en caso que corresponda. Precio subasta deberá pagarse al contado dentro de quinto día hábil de efectuado la subasta, mediante Cupón de Pago en el Banco del Estado, o bien, transferencia electrónica a la cuenta corriente del tribunal N° 169471, del Banco del Estado, acompañando el comprobante en la causa y enviar comprobante al correo electrónico del Tribunal, jcsantiago26@pjud.cl indicando su nombre, Rut y ROL de la causa. Demás antecedentes en causa. Secretaria. — [1501, 745, 1729, 1079]
classified-column — [1260, 163, 1488, 1976]
ad-heading: REMATE: 22° JUZGADO CIVIL DE — [541, 1176, 725, 1187]
